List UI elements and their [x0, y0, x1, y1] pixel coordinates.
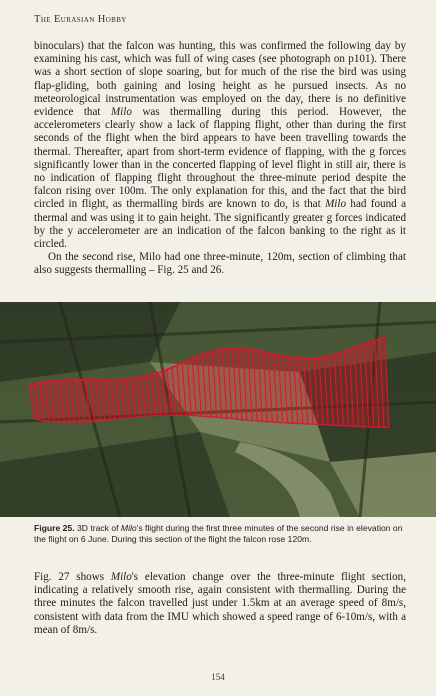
- paragraph: [34, 40, 406, 251]
- italic-name: Milo: [110, 106, 132, 119]
- text-run: binoculars) that the falcon was hunting, this was confirmed the following day by examining his cast, which was full of wing cases (see photograph on p101). There was a short section of slope soaring, but for much of the rise the bird was using flap-gliding, both gaining and losing height as he pursued insects. As no meteorological instrumentation was employed on the day, there is no definitive evidence that: [34, 40, 406, 119]
- page-number: 154: [211, 672, 225, 682]
- italic-name: Milo: [110, 571, 132, 583]
- running-head: The Eurasian Hobby: [34, 14, 127, 25]
- caption-run: 's flight during the first three minutes of the second rise in elevation on the flight on 6 June. During this section of the flight the falcon rose 120m.: [34, 523, 403, 544]
- text-run: Fig. 27 shows: [34, 571, 111, 583]
- figure-25-image: [0, 302, 436, 517]
- text-run: was thermalling during this period. However, the accelerometers clearly show a lack of flapping flight, other than during the first seconds of the flight when the bird appears to have been travelling towards the thermal. Thereafter, apart from short-term evidence of flapping, with the g forces significantly lower than in the concerted flapping of level flight in still air, there is no indication of flapping flight throughout the three-minute period despite the falcon rising over 100m. The only explanation for this, and the fact that the bird circled in flight, as thermalling birds are known to do, is that: [34, 106, 406, 211]
- text-run: On the second rise, Milo had one three-minute, 120m, section of climbing that also suggests thermalling – Fig. 25 and 26.: [34, 251, 406, 277]
- italic-name: Milo: [120, 523, 137, 533]
- aerial-3d-track-illustration: [0, 302, 436, 517]
- text-run: 's elevation change over the three-minute flight section, indicating a relatively smooth rise, again consistent with thermalling. During the three minutes the falcon travelled just under 1.5km at an average speed of 8m/s, consistent with data from the IMU which showed a speed range of 6-10m/s, with a mean of 8m/s.: [34, 571, 406, 636]
- figure-caption: [34, 523, 406, 545]
- paragraph: [34, 251, 406, 277]
- caption-run: 3D track of: [74, 523, 121, 533]
- text-run: had found a thermal and was using it to gain height. The significantly greater g forces indicated by the y accelerometer are an indication of the falcon banking to the right as it circled.: [34, 198, 406, 251]
- body-text-top: [34, 40, 406, 278]
- italic-name: Milo: [325, 198, 347, 211]
- body-text-bottom: [34, 571, 406, 637]
- figure-caption-text: [34, 523, 403, 544]
- figure-label: Figure 25.: [34, 523, 75, 533]
- paragraph: [34, 571, 406, 637]
